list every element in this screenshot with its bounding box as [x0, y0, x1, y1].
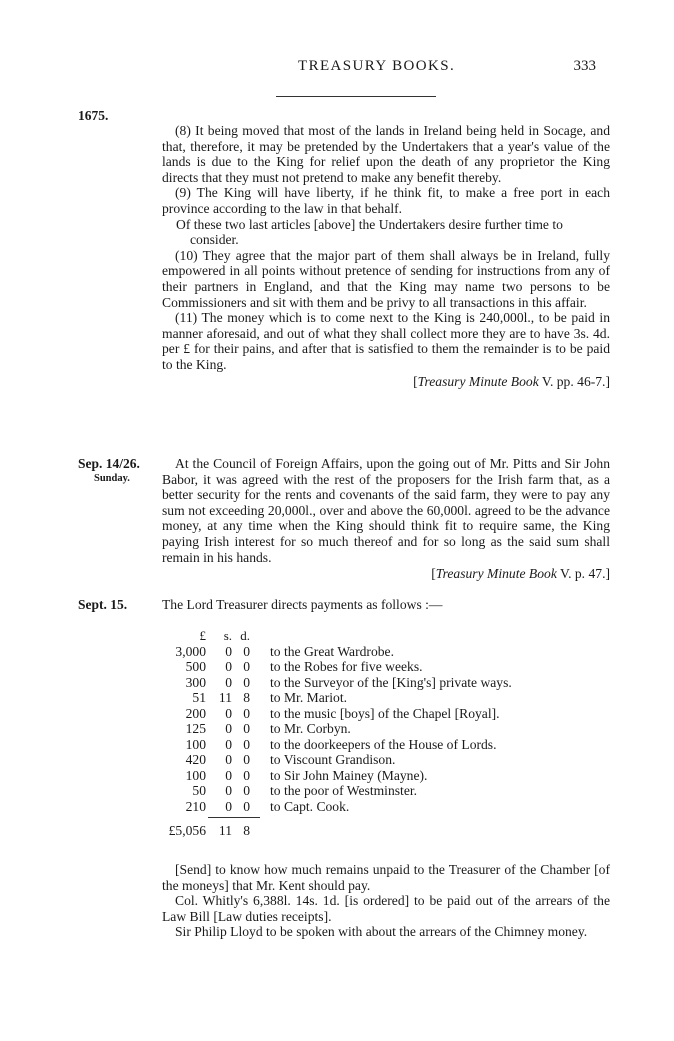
- payment-shillings: 0: [225, 798, 232, 814]
- section-closing: [162, 862, 610, 940]
- payments-intro: The Lord Treasurer directs payments as follows :—: [162, 597, 443, 612]
- paragraph-9: (9) The King will have liberty, if he think fit, to make a free port in each province according to the law in that behalf.: [162, 185, 610, 216]
- payment-pounds: 500: [185, 659, 206, 674]
- paragraph-note: Of these two last articles [above] the Undertakers desire further time to consider.: [176, 216, 563, 248]
- payment-pounds: 100: [185, 736, 206, 752]
- payments-table: [162, 628, 610, 838]
- payment-description: to the Surveyor of the [King's] private ways.: [270, 674, 512, 690]
- paragraph-10: (10) They agree that the major part of them shall always be in Ireland, fully empowered in all points without pretence of sending for instructions from any of their partners in England, and that the King may name two persons to be Commissioners and sit with them and be privy to all transactions in this affair.: [162, 247, 610, 310]
- total-shillings: 11: [218, 823, 232, 838]
- payment-shillings: 0: [225, 659, 232, 674]
- running-head: [0, 58, 674, 80]
- payment-pence: 0: [243, 752, 250, 767]
- total-rule: [208, 817, 260, 818]
- payment-pounds: 300: [185, 674, 206, 690]
- payment-description: to Mr. Corbyn.: [270, 721, 351, 736]
- payment-row: [162, 768, 610, 784]
- payments-rows: [162, 644, 610, 815]
- payment-description: to the Robes for five weeks.: [270, 659, 423, 674]
- payment-shillings: 0: [225, 767, 232, 783]
- payment-row: [162, 659, 610, 675]
- payment-pence: 0: [243, 798, 250, 814]
- paragraph-8: (8) It being moved that most of the lands in Ireland being held in Socage, and that, therefore, it may be pretended by the Undertakers that a year's value of the lands is due to the King for relief upon the death of any proprietor the King directs that they must not pretend to make any benefit thereby.: [162, 123, 610, 185]
- page-number: 333: [573, 58, 596, 74]
- payment-shillings: 0: [225, 674, 232, 690]
- paragraph-11: (11) The money which is to come next to the King is 240,000l., to be paid in manner aforesaid, and out of what they shall collect more they are to have 3s. 4d. per £ for their pains, and after that is satisfied to them the remainder is to be paid to the King.: [162, 310, 610, 372]
- running-title: TREASURY BOOKS.: [298, 58, 456, 74]
- payment-shillings: 11: [218, 690, 232, 705]
- payment-pence: 0: [243, 674, 250, 690]
- payment-description: to Mr. Mariot.: [270, 690, 348, 705]
- payment-row: [162, 675, 610, 691]
- payment-shillings: 0: [225, 752, 232, 767]
- margin-day-sunday: Sunday.: [94, 473, 130, 484]
- citation-2-ref: V. p. 47.]: [560, 566, 610, 582]
- payment-pence: 0: [243, 767, 250, 783]
- payment-pounds: 51: [192, 690, 206, 705]
- citation-1-ref: V. pp. 46-7.]: [541, 373, 610, 389]
- header-rule: [276, 96, 436, 97]
- payment-pounds: 50: [192, 783, 206, 798]
- unit-shillings: s.: [223, 628, 232, 643]
- payment-pounds: 3,000: [175, 643, 206, 659]
- paragraph-send: [Send] to know how much remains unpaid to the Treasurer of the Chamber [of the moneys] that Mr. Kent should pay.: [162, 862, 610, 893]
- payment-pence: 0: [243, 721, 250, 736]
- payment-row: [162, 799, 610, 815]
- payment-row: [162, 737, 610, 753]
- payment-pounds: 210: [185, 798, 206, 814]
- payment-row: [162, 690, 610, 706]
- paragraph-whitly: Col. Whitly's 6,388l. 14s. 1d. [is ordered] to be paid out of the arrears of the Law Bill [Law duties receipts].: [162, 893, 610, 924]
- payment-row: [162, 644, 610, 660]
- payments-units-row: [162, 628, 610, 644]
- margin-date-sep14: [78, 456, 140, 486]
- payment-description: to the doorkeepers of the House of Lords.: [270, 736, 497, 752]
- payment-shillings: 0: [225, 783, 232, 798]
- payment-pounds: 100: [185, 767, 206, 783]
- payment-row: [162, 783, 610, 799]
- section-payments-intro: [162, 597, 610, 613]
- payment-description: to Sir John Mainey (Mayne).: [270, 767, 428, 783]
- unit-pence: d.: [240, 628, 250, 643]
- payment-shillings: 0: [225, 736, 232, 752]
- payment-pounds: 420: [185, 752, 206, 767]
- margin-year: 1675.: [78, 108, 109, 123]
- payment-pounds: 200: [185, 705, 206, 721]
- paragraph-lloyd: Sir Philip Lloyd to be spoken with about the arrears of the Chimney money.: [175, 924, 588, 940]
- payment-pence: 0: [243, 705, 250, 721]
- payment-pence: 0: [243, 736, 250, 752]
- payment-pence: 8: [243, 690, 250, 705]
- margin-date-sep14-text: Sep. 14/26.: [78, 456, 140, 471]
- payment-row: [162, 706, 610, 722]
- section-council: [162, 456, 610, 582]
- payments-total-row: [162, 823, 610, 839]
- payment-shillings: 0: [225, 643, 232, 659]
- citation-2: [Treasury Minute Book V. p. 47.]: [431, 566, 610, 582]
- payment-pence: 0: [243, 659, 250, 674]
- payment-shillings: 0: [225, 705, 232, 721]
- payment-description: to the Great Wardrobe.: [270, 643, 394, 659]
- payment-pounds: 125: [185, 721, 206, 736]
- total-pence: 8: [243, 823, 250, 838]
- payment-description: to the music [boys] of the Chapel [Royal].: [270, 705, 500, 721]
- payment-pence: 0: [243, 783, 250, 798]
- payment-description: to Capt. Cook.: [270, 798, 350, 814]
- paragraph-council: At the Council of Foreign Affairs, upon the going out of Mr. Pitts and Sir John Babor, it was agreed with the rest of the proposers for the Irish farm that, as a better security for the rents and covenants of the said farm, they were to pay any sum not exceeding 20,000l., over and above the 60,000l. agreed to be the advance money, at any time when the King should think fit to require same, the King paying Irish interest for so much thereof and for so long as the said sum shall remain in his hands.: [162, 456, 610, 565]
- payment-description: to the poor of Westminster.: [270, 783, 418, 798]
- margin-date-sep15: Sept. 15.: [78, 597, 128, 612]
- payment-row: [162, 752, 610, 768]
- section-articles: [162, 123, 610, 389]
- citation-1-title: Treasury Minute Book: [417, 373, 539, 389]
- payment-description: to Viscount Grandison.: [270, 752, 396, 767]
- total-pounds: £5,056: [168, 823, 206, 838]
- citation-2-title: Treasury Minute Book: [435, 566, 557, 582]
- citation-1: [Treasury Minute Book V. pp. 46-7.]: [413, 373, 610, 389]
- unit-pounds: £: [199, 628, 206, 643]
- payment-pence: 0: [243, 643, 250, 659]
- payment-row: [162, 721, 610, 737]
- payment-shillings: 0: [225, 721, 232, 736]
